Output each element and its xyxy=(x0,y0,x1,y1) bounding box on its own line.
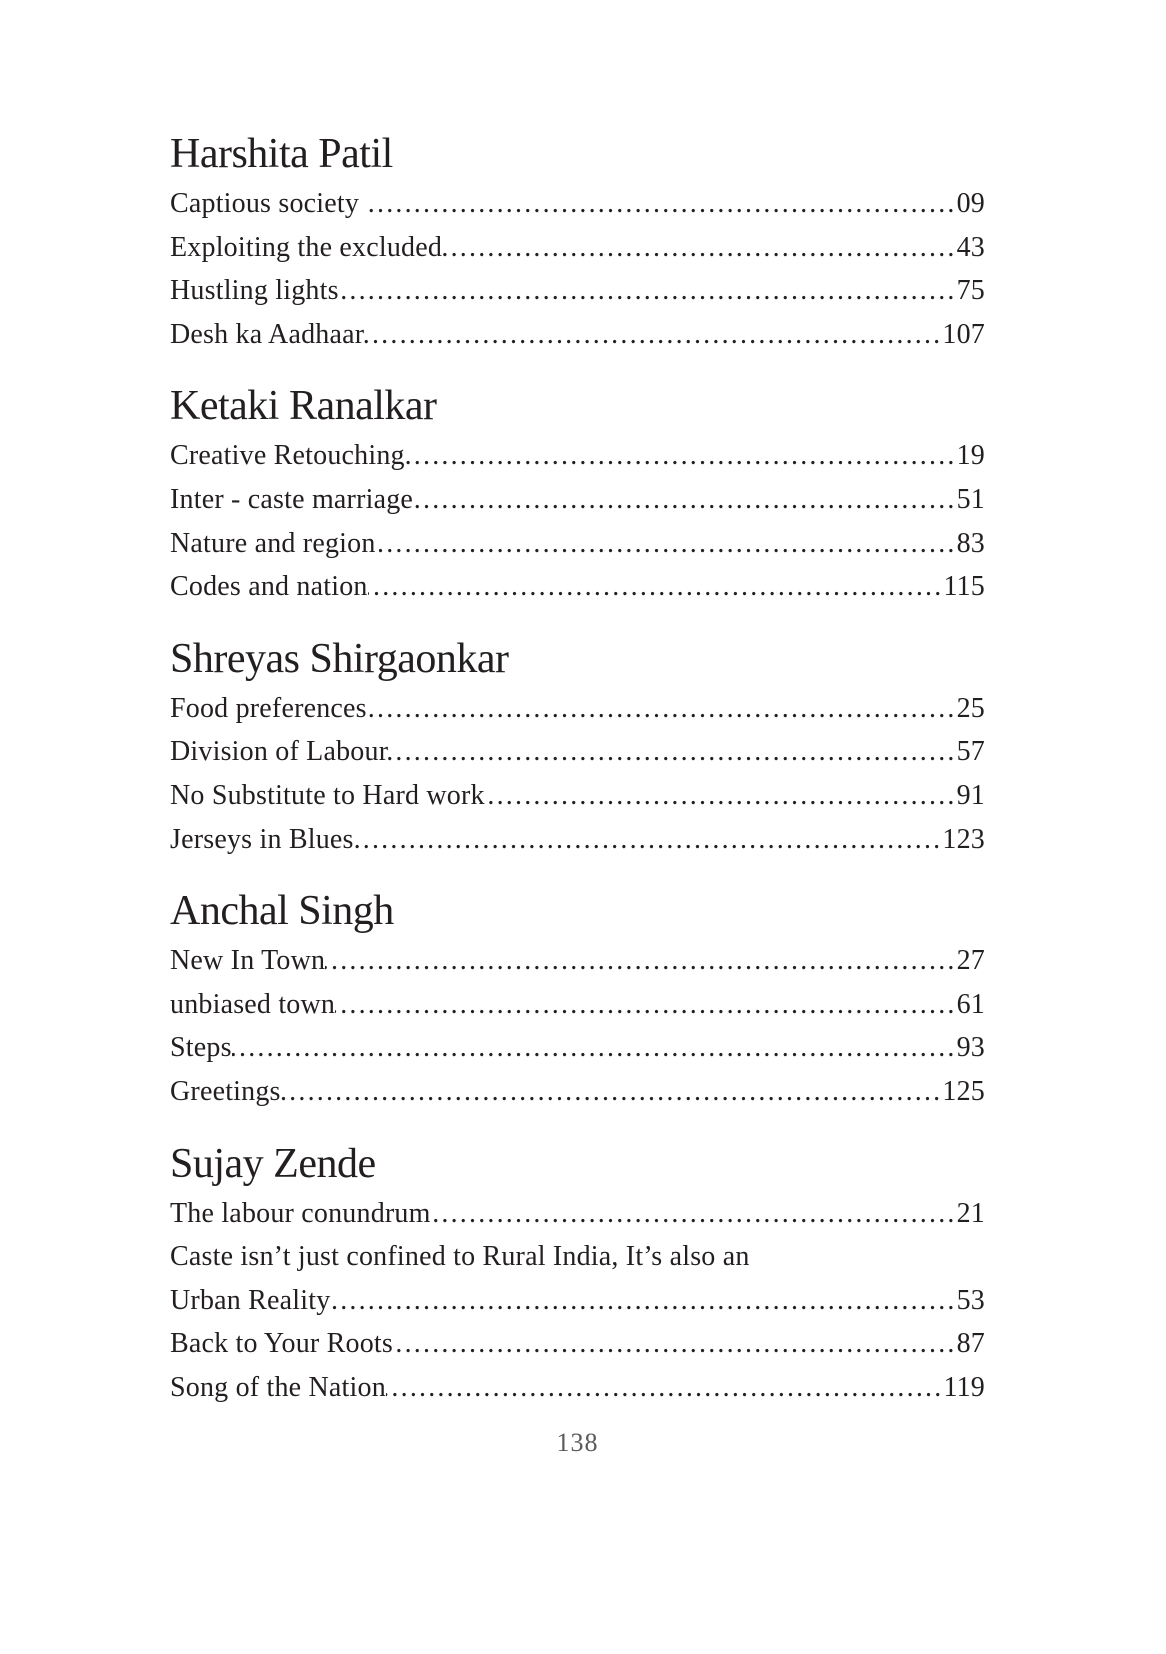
toc-entry xyxy=(170,818,985,862)
toc-author-heading: Ketaki Ranalkar xyxy=(170,383,437,430)
toc-entry xyxy=(170,1322,985,1366)
toc-entry-page-number: 115 xyxy=(943,571,985,603)
dot-leader xyxy=(232,1026,957,1070)
toc-entry-title: Steps xyxy=(170,1032,232,1064)
toc-entry-title: Desh ka Aadhaar xyxy=(170,318,365,350)
dot-leader xyxy=(367,687,957,731)
toc-entry-page-number: 19 xyxy=(956,440,985,472)
dot-leader xyxy=(366,182,956,226)
toc-author-heading: Sujay Zende xyxy=(170,1140,376,1187)
toc-section xyxy=(170,883,985,1113)
toc-entry-title: Codes and nation xyxy=(170,571,368,603)
toc-entry-page-number: 61 xyxy=(956,988,985,1020)
toc-section xyxy=(170,1136,985,1410)
toc-entry-title: Back to Your Roots xyxy=(170,1328,393,1360)
toc-entry-title: Hustling lights xyxy=(170,275,339,307)
toc-entry-page-number: 57 xyxy=(956,736,985,768)
dot-leader xyxy=(386,1366,944,1410)
toc-entry-page-number: 25 xyxy=(956,692,985,724)
dot-leader xyxy=(281,1070,943,1114)
dot-leader xyxy=(335,983,956,1027)
toc-entry-title: unbiased town xyxy=(170,988,336,1020)
toc-entry-page-number: 51 xyxy=(956,483,985,515)
page-number-footer: 138 xyxy=(556,1428,599,1458)
toc-entry xyxy=(170,565,985,609)
toc-entry xyxy=(170,269,985,313)
toc-entry xyxy=(170,687,985,731)
toc-author-heading: Shreyas Shirgaonkar xyxy=(170,635,509,682)
dot-leader xyxy=(442,226,957,270)
dot-leader xyxy=(376,522,957,566)
toc-entry xyxy=(170,1026,985,1070)
toc-entry xyxy=(170,1070,985,1114)
toc-entry xyxy=(170,313,985,357)
toc-entry-title: Captious society xyxy=(170,188,367,219)
dot-leader xyxy=(325,939,956,983)
dot-leader xyxy=(413,478,957,522)
toc-entry-title: The labour conundrum xyxy=(170,1197,431,1229)
toc-entry-title: Jerseys in Blues xyxy=(170,823,354,855)
toc-entry-page-number: 21 xyxy=(956,1197,985,1229)
toc-entry xyxy=(170,434,985,478)
toc-entry-page-number: 87 xyxy=(956,1328,985,1360)
dot-leader xyxy=(485,774,957,818)
dot-leader xyxy=(354,818,943,862)
toc-entry-page-number: 119 xyxy=(943,1371,985,1403)
toc-entry-wrap-line xyxy=(170,1235,985,1279)
toc-entry-title: Greetings xyxy=(170,1075,281,1107)
toc-entry-title: Food preferences xyxy=(170,692,367,724)
dot-leader xyxy=(431,1192,957,1236)
toc-section xyxy=(170,378,985,608)
toc-entry-title: Division of Labour xyxy=(170,736,389,768)
toc-entry-title: Creative Retouching xyxy=(170,440,405,472)
toc-entry xyxy=(170,522,985,566)
dot-leader xyxy=(368,565,944,609)
toc-entry-page-number: 83 xyxy=(956,527,985,559)
toc-entry-title: New In Town xyxy=(170,945,326,977)
toc-entry-title: Exploiting the excluded xyxy=(170,231,443,263)
toc-entry xyxy=(170,182,985,226)
toc-entry-title: Song of the Nation xyxy=(170,1371,386,1403)
toc-entry xyxy=(170,939,985,983)
toc-entry-title: Inter - caste marriage xyxy=(170,483,414,515)
toc-entry-page-number: 09 xyxy=(956,188,985,219)
toc-entry xyxy=(170,1192,985,1236)
dot-leader xyxy=(388,730,956,774)
toc-entry-title: Urban Reality xyxy=(170,1284,331,1316)
dot-leader xyxy=(339,269,957,313)
toc-entry xyxy=(170,478,985,522)
toc-entry-page-number: 91 xyxy=(956,779,985,811)
toc-entry xyxy=(170,983,985,1027)
dot-leader xyxy=(364,313,942,357)
toc-entry-title: Caste isn’t just confined to Rural India, It’s also an xyxy=(170,1241,750,1273)
dot-leader xyxy=(330,1279,956,1323)
toc-entry-page-number: 75 xyxy=(956,275,985,307)
toc-entry-page-number: 123 xyxy=(942,823,985,855)
toc-entry xyxy=(170,226,985,270)
dot-leader xyxy=(393,1322,957,1366)
toc-entry xyxy=(170,774,985,818)
toc-entry-page-number: 125 xyxy=(942,1075,985,1107)
toc-entry xyxy=(170,730,985,774)
toc-entry-page-number: 107 xyxy=(942,318,985,350)
toc-section xyxy=(170,631,985,861)
toc-entry xyxy=(170,1279,985,1323)
toc-entry xyxy=(170,1366,985,1410)
toc-entry-page-number: 53 xyxy=(956,1284,985,1316)
toc-entry-title: Nature and region xyxy=(170,527,376,559)
toc-entry-title: No Substitute to Hard work xyxy=(170,779,485,811)
toc-author-heading: Harshita Patil xyxy=(170,131,393,177)
toc-entry-page-number: 27 xyxy=(956,945,985,977)
toc-section xyxy=(170,126,985,356)
toc-author-heading: Anchal Singh xyxy=(170,888,394,935)
dot-leader xyxy=(405,434,957,478)
toc-entry-page-number: 93 xyxy=(956,1032,985,1064)
toc-entry-page-number: 43 xyxy=(956,231,985,263)
